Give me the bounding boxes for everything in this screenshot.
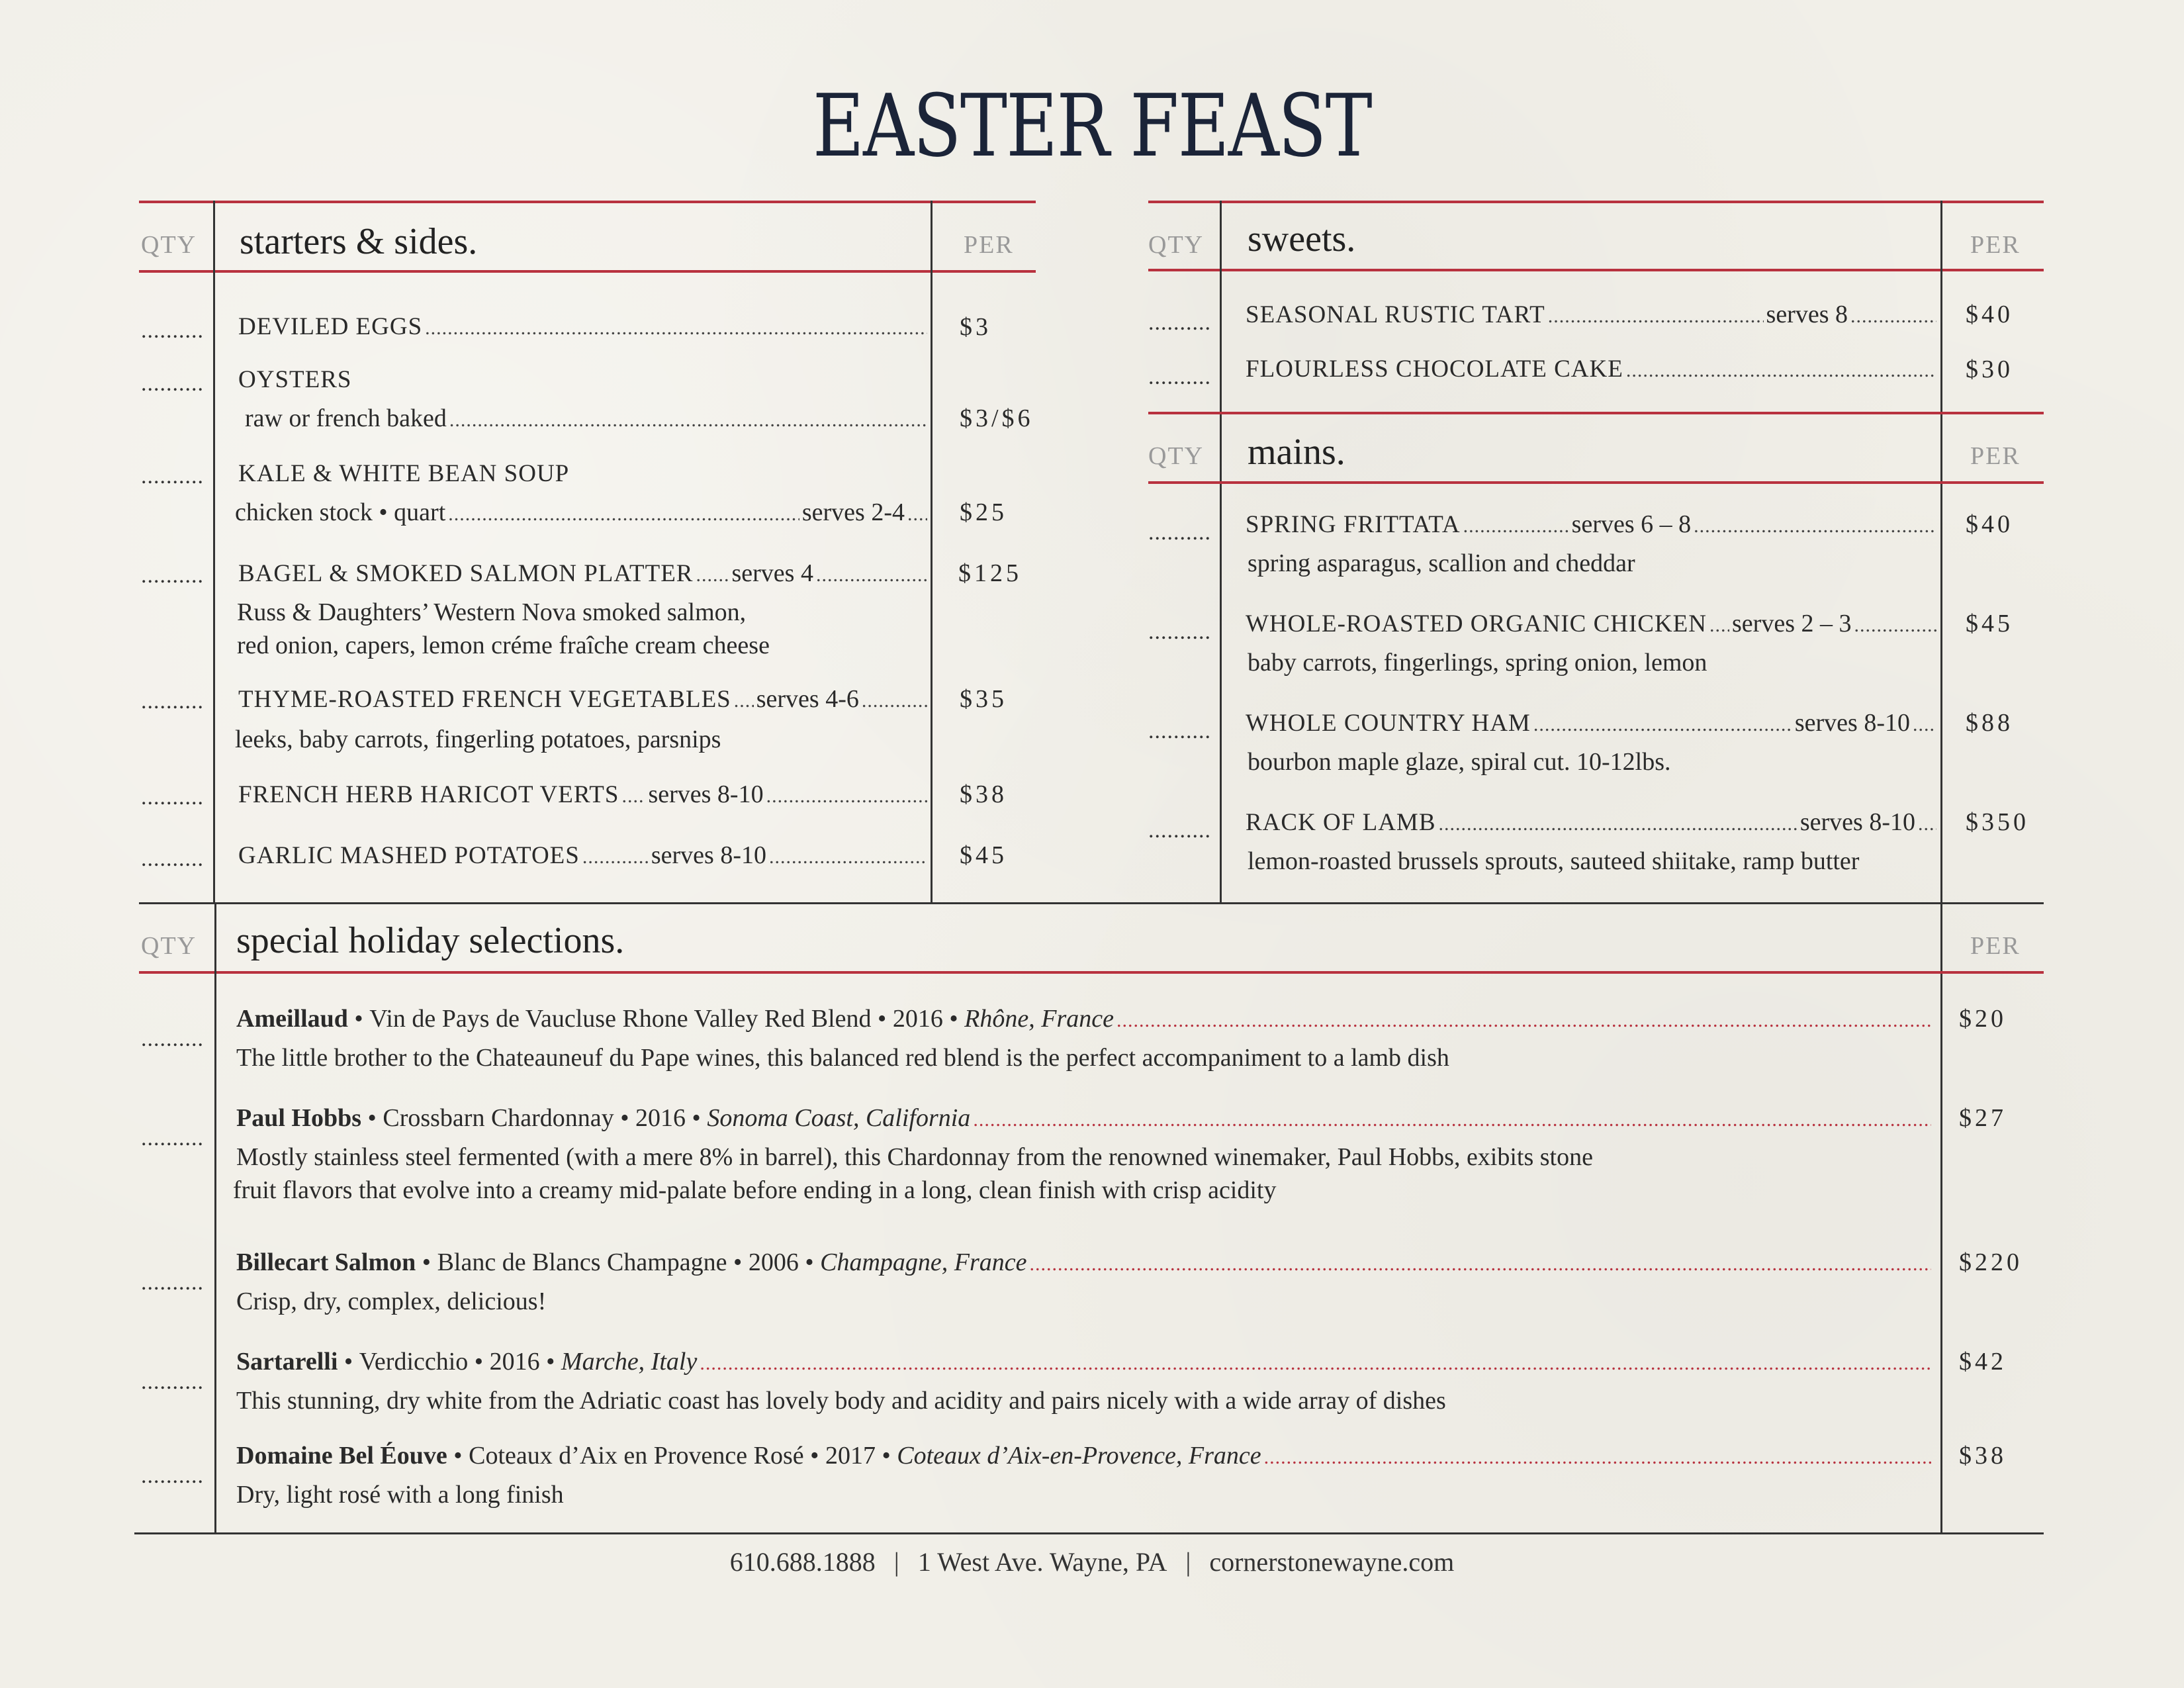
item-description: spring asparagus, scallion and cheddar: [1248, 549, 1635, 577]
separator-dot: •: [692, 1104, 701, 1132]
item-serves: serves 6 – 8: [1571, 510, 1692, 538]
item-name: KALE & WHITE BEAN SOUP: [238, 460, 570, 487]
separator-dot: •: [422, 1248, 432, 1276]
item-subtitle: raw or french baked: [245, 404, 447, 432]
item-name: WHOLE-ROASTED ORGANIC CHICKEN: [1246, 610, 1707, 637]
wine-vintage: 2016: [489, 1348, 540, 1376]
wine-producer: Domaine Bel Éouve: [236, 1442, 447, 1470]
wine-description: The little brother to the Chateauneuf du Pape wines, this balanced red blend is the perfect accompaniment to a lamb dish: [236, 1044, 1449, 1072]
item-price: $3: [960, 313, 991, 341]
item-price: $20: [1959, 1005, 2007, 1033]
qty-entry[interactable]: ..........: [141, 1270, 204, 1295]
wine-description: Crisp, dry, complex, delicious!: [236, 1288, 547, 1315]
footer-separator: |: [1185, 1547, 1191, 1577]
item-price: $42: [1959, 1348, 2007, 1376]
divider-line: [1148, 481, 2044, 484]
separator-dot: •: [733, 1248, 743, 1276]
per-column-label: PER: [1970, 442, 2021, 470]
qty-column-label: QTY: [141, 932, 197, 960]
qty-entry[interactable]: ..........: [141, 847, 204, 871]
wine-item: [236, 1346, 1934, 1380]
menu-item: [238, 557, 930, 591]
item-name: BAGEL & SMOKED SALMON PLATTER: [238, 560, 694, 587]
wine-item: [236, 1440, 1934, 1474]
item-name: WHOLE COUNTRY HAM: [1246, 710, 1531, 737]
phone-number[interactable]: 610.688.1888: [729, 1547, 876, 1577]
item-name: RACK OF LAMB: [1246, 809, 1436, 836]
section-title-starters: starters & sides.: [240, 221, 478, 262]
qty-entry[interactable]: ..........: [141, 563, 204, 588]
qty-entry[interactable]: ..........: [141, 689, 204, 714]
menu-title: EASTER FEAST: [812, 75, 1372, 176]
item-option: [245, 402, 930, 436]
item-name: SEASONAL RUSTIC TART: [1246, 301, 1545, 328]
divider-line: [139, 971, 2044, 974]
separator-dot: •: [367, 1104, 377, 1132]
per-column-divider: [1940, 201, 1942, 1532]
wine-varietal: Coteaux d’Aix en Provence Rosé: [469, 1442, 804, 1470]
wine-varietal: Blanc de Blancs Champagne: [437, 1248, 727, 1276]
item-description: Russ & Daughters’ Western Nova smoked salmon,: [237, 598, 747, 626]
item-description: baby carrots, fingerlings, spring onion, lemon: [1248, 649, 1707, 677]
separator-dot: •: [546, 1348, 555, 1376]
item-name: FLOURLESS CHOCOLATE CAKE: [1246, 355, 1623, 383]
item-price: $27: [1959, 1104, 2007, 1132]
qty-column-divider: [1220, 201, 1222, 902]
separator-dot: •: [878, 1005, 887, 1033]
qty-entry[interactable]: ..........: [1148, 365, 1211, 389]
menu-item: [238, 364, 930, 396]
per-column-label: PER: [964, 231, 1014, 259]
item-price: $220: [1959, 1248, 2023, 1276]
item-price: $38: [1959, 1442, 2007, 1470]
item-description: lemon-roasted brussels sprouts, sauteed shiitake, ramp butter: [1248, 847, 1860, 875]
item-serves: serves 8-10: [651, 841, 766, 869]
item-serves: serves 2 – 3: [1732, 610, 1852, 637]
item-serves: serves 4: [731, 559, 813, 587]
item-price: $38: [960, 780, 1007, 808]
item-price: $125: [958, 559, 1022, 587]
menu-item: [238, 683, 930, 717]
divider-line: [1148, 269, 2044, 271]
qty-entry[interactable]: ..........: [1148, 719, 1211, 743]
menu-item: [1246, 608, 1939, 641]
qty-entry[interactable]: ..........: [1148, 620, 1211, 644]
wine-varietal: Crossbarn Chardonnay: [383, 1104, 614, 1132]
wine-description: Dry, light rosé with a long finish: [236, 1481, 564, 1509]
wine-item: [236, 1003, 1934, 1037]
wine-producer: Sartarelli: [236, 1348, 338, 1376]
wine-region: Rhône, France: [964, 1005, 1114, 1033]
item-serves: serves 8-10: [648, 780, 764, 808]
wine-description: fruit flavors that evolve into a creamy mid-palate before ending in a long, clean finish with crisp acidity: [233, 1176, 1277, 1204]
wine-vintage: 2017: [825, 1442, 876, 1470]
item-subtitle: chicken stock • quart: [235, 498, 446, 526]
item-description: red onion, capers, lemon créme fraîche cream cheese: [237, 632, 770, 659]
item-serves: serves 8: [1766, 301, 1848, 328]
separator-dot: •: [949, 1005, 958, 1033]
item-price: $25: [960, 498, 1007, 526]
qty-entry[interactable]: ..........: [141, 1027, 204, 1051]
wine-varietal: Vin de Pays de Vaucluse Rhone Valley Red Blend: [369, 1005, 872, 1033]
qty-column-label: QTY: [141, 231, 197, 259]
item-name: DEVILED EGGS: [238, 313, 423, 340]
separator-dot: •: [882, 1442, 891, 1470]
wine-item: [236, 1102, 1934, 1136]
qty-entry[interactable]: ..........: [141, 1126, 204, 1150]
divider-line: [1148, 412, 2044, 414]
divider-line: [139, 902, 2044, 904]
footer-contact: [0, 1546, 2184, 1579]
item-price: $45: [1966, 610, 2013, 637]
separator-dot: •: [354, 1005, 363, 1033]
menu-item: [1246, 299, 1939, 332]
separator-dot: •: [453, 1442, 463, 1470]
item-price: $88: [1966, 709, 2013, 737]
website-link[interactable]: cornerstonewayne.com: [1209, 1547, 1455, 1577]
wine-item: [236, 1246, 1934, 1280]
wine-region: Coteaux d’Aix-en-Provence, France: [897, 1442, 1261, 1470]
item-price: $35: [960, 685, 1007, 713]
separator-dot: •: [810, 1442, 819, 1470]
menu-item: [238, 311, 930, 344]
item-name: GARLIC MASHED POTATOES: [238, 842, 580, 869]
item-description: leeks, baby carrots, fingerling potatoes, parsnips: [235, 726, 721, 753]
qty-entry[interactable]: ..........: [141, 785, 204, 810]
menu-item: [238, 778, 930, 812]
street-address: 1 West Ave. Wayne, PA: [917, 1547, 1167, 1577]
qty-entry[interactable]: ..........: [141, 318, 204, 343]
wine-description: Mostly stainless steel fermented (with a mere 8% in barrel), this Chardonnay from the renowned winemaker, Paul Hobbs, exibits stone: [236, 1143, 1593, 1171]
menu-item: [1246, 508, 1939, 542]
wine-vintage: 2016: [635, 1104, 686, 1132]
section-title-mains: mains.: [1248, 432, 1345, 473]
per-column-label: PER: [1970, 231, 2021, 259]
qty-entry[interactable]: ..........: [141, 1370, 204, 1394]
qty-entry[interactable]: ..........: [1148, 818, 1211, 843]
item-serves: serves 2-4: [801, 498, 905, 526]
wine-vintage: 2016: [892, 1005, 943, 1033]
menu-item: [1246, 806, 1939, 840]
item-price: $3/$6: [960, 404, 1034, 432]
wine-varietal: Verdicchio: [359, 1348, 469, 1376]
qty-entry[interactable]: ..........: [141, 464, 204, 489]
divider-line: [139, 270, 1036, 273]
menu-item: [238, 839, 930, 873]
wine-producer: Ameillaud: [236, 1005, 348, 1033]
menu-item: [1246, 707, 1939, 741]
item-price: $40: [1966, 301, 2013, 328]
menu-item: [238, 458, 930, 490]
wine-region: Sonoma Coast, California: [707, 1104, 971, 1132]
wine-region: Marche, Italy: [561, 1348, 698, 1376]
item-name: FRENCH HERB HARICOT VERTS: [238, 781, 619, 808]
item-serves: serves 8-10: [1794, 709, 1910, 737]
bottom-rule: [134, 1532, 2044, 1534]
item-description: bourbon maple glaze, spiral cut. 10-12lbs.: [1248, 748, 1671, 776]
qty-column-label: QTY: [1148, 442, 1205, 470]
menu-item: [1246, 353, 1939, 387]
item-serves: serves 4-6: [756, 685, 859, 713]
section-title-sweets: sweets.: [1248, 218, 1356, 259]
qty-entry[interactable]: ..........: [141, 1464, 204, 1488]
separator-dot: •: [343, 1348, 353, 1376]
qty-entry[interactable]: ..........: [141, 371, 204, 396]
qty-column-divider: [214, 902, 216, 1532]
item-serves: serves 8-10: [1799, 808, 1915, 836]
qty-entry[interactable]: ..........: [1148, 310, 1211, 335]
qty-column-divider: [213, 201, 215, 902]
item-price: $45: [960, 841, 1007, 869]
section-title-wines: special holiday selections.: [236, 920, 625, 961]
wine-region: Champagne, France: [820, 1248, 1027, 1276]
separator-dot: •: [474, 1348, 484, 1376]
separator-dot: •: [805, 1248, 814, 1276]
divider-line: [139, 201, 1036, 203]
footer-separator: |: [893, 1547, 899, 1577]
wine-description: This stunning, dry white from the Adriatic coast has lovely body and acidity and pairs nicely with a wide array of dishes: [236, 1387, 1446, 1415]
item-name: THYME-ROASTED FRENCH VEGETABLES: [238, 686, 731, 713]
item-price: $30: [1966, 355, 2013, 383]
qty-entry[interactable]: ..........: [1148, 520, 1211, 545]
item-option: [235, 496, 930, 530]
qty-column-label: QTY: [1148, 231, 1205, 259]
wine-vintage: 2006: [748, 1248, 799, 1276]
item-price: $40: [1966, 510, 2013, 538]
item-name: SPRING FRITTATA: [1246, 511, 1461, 538]
wine-producer: Paul Hobbs: [236, 1104, 362, 1132]
per-column-label: PER: [1970, 932, 2021, 960]
item-price: $350: [1966, 808, 2029, 836]
separator-dot: •: [620, 1104, 629, 1132]
item-name: OYSTERS: [238, 366, 352, 393]
per-column-divider: [931, 201, 933, 902]
divider-line: [1148, 201, 2044, 203]
wine-producer: Billecart Salmon: [236, 1248, 416, 1276]
